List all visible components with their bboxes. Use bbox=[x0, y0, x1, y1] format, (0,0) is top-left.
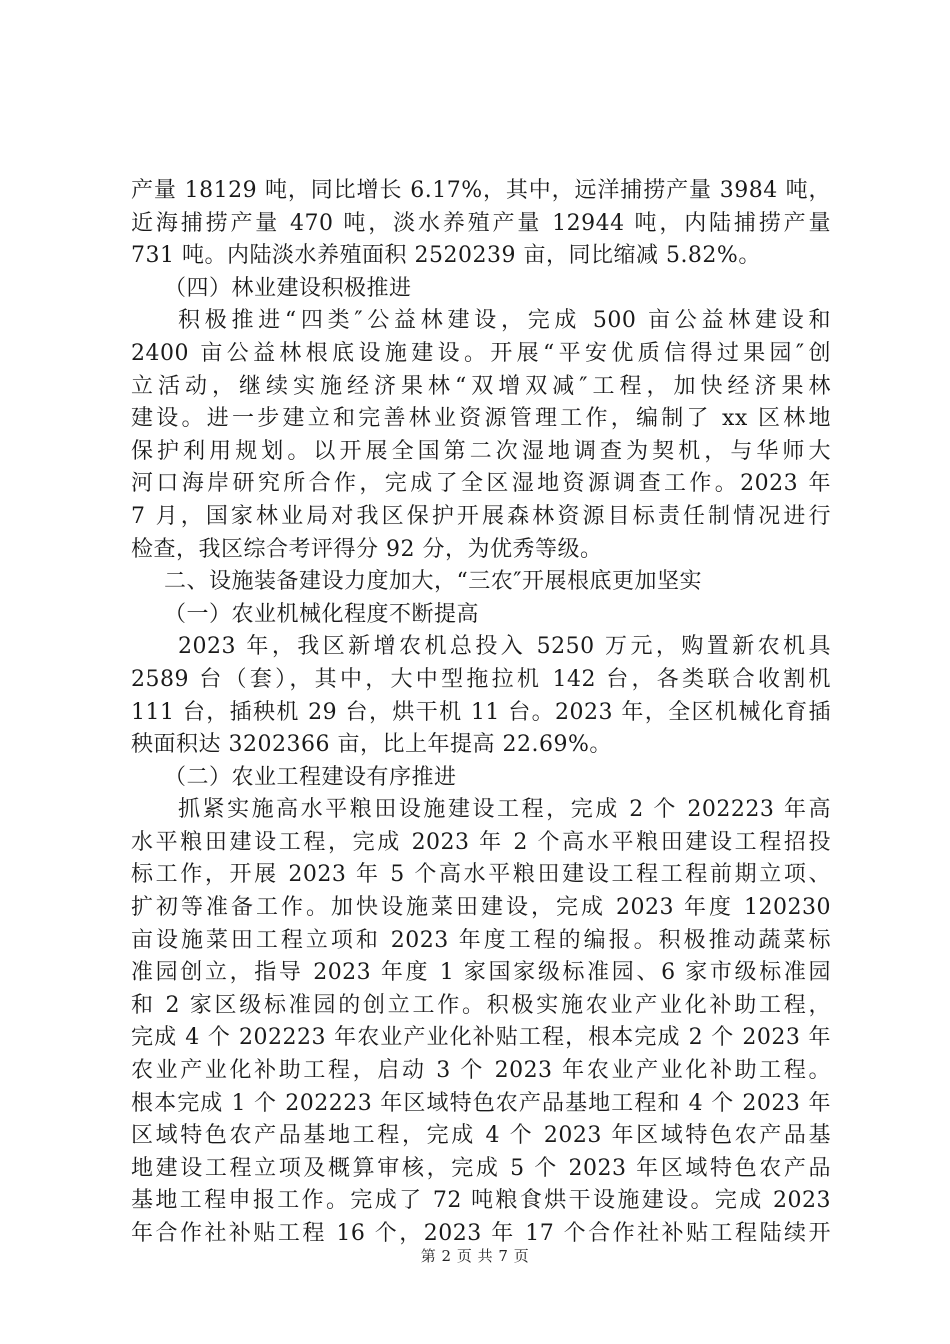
section-heading: 二、设施装备建设力度加大，“三农″开展根底更加坚实 bbox=[164, 569, 702, 595]
text-line: 产量 18129 吨，同比增长 6.17%，其中，远洋捕捞产量 3984 吨， bbox=[131, 178, 831, 203]
section-heading: （一）农业机械化程度不断提高 bbox=[164, 601, 480, 627]
text-line: 水平粮田建设工程，完成 2023 年 2 个高水平粮田建设工程招投 bbox=[131, 829, 831, 855]
section-heading: （二）农业工程建设有序推进 bbox=[164, 764, 457, 790]
text-line: 扩初等准备工作。加快设施菜田建设，完成 2023 年度 120230 bbox=[131, 895, 831, 921]
text-line: 秧面积达 3202366 亩，比上年提高 22.69%。 bbox=[131, 732, 612, 758]
text-line: 立活动，继续实施经济果林“双增双减″工程，加快经济果林 bbox=[131, 373, 831, 399]
page-number-footer: 第 2 页 共 7 页 bbox=[420, 1247, 530, 1265]
document-body bbox=[131, 175, 831, 1251]
paragraph-first-line: 2023 年，我区新增农机总投入 5250 万元，购置新农机具 bbox=[178, 634, 831, 660]
text-line: 区域特色农产品基地工程，完成 4 个 2023 年区域特色农产品基 bbox=[131, 1123, 831, 1149]
text-line: 准园创立，指导 2023 年度 1 家国家级标准园、6 家市级标准园 bbox=[131, 960, 831, 986]
text-line: 地建设工程立项及概算审核，完成 5 个 2023 年区域特色农产品 bbox=[131, 1155, 831, 1181]
text-line: 731 吨。内陆淡水养殖面积 2520239 亩，同比缩减 5.82%。 bbox=[131, 243, 761, 269]
section-heading: （四）林业建设积极推进 bbox=[164, 275, 412, 301]
text-line: 根本完成 1 个 202223 年区域特色农产品基地工程和 4 个 2023 年 bbox=[131, 1090, 831, 1116]
text-line: 农业产业化补助工程，启动 3 个 2023 年农业产业化补助工程。 bbox=[131, 1058, 831, 1084]
text-line: 2400 亩公益林根底设施建设。开展“平安优质信得过果园″创 bbox=[131, 340, 831, 366]
text-line: 近海捕捞产量 470 吨，淡水养殖产量 12944 吨，内陆捕捞产量 bbox=[131, 210, 831, 236]
text-line: 7 月，国家林业局对我区保护开展森林资源目标责任制情况进行 bbox=[131, 503, 831, 529]
text-line: 年合作社补贴工程 16 个，2023 年 17 个合作社补贴工程陆续开 bbox=[131, 1221, 831, 1246]
text-line: 检查，我区综合考评得分 92 分，为优秀等级。 bbox=[131, 536, 603, 562]
text-line: 保护利用规划。以开展全国第二次湿地调查为契机，与华师大 bbox=[131, 438, 831, 464]
text-line: 基地工程申报工作。完成了 72 吨粮食烘干设施建设。完成 2023 bbox=[131, 1188, 831, 1214]
text-line: 亩设施菜田工程立项和 2023 年度工程的编报。积极推动蔬菜标 bbox=[131, 927, 831, 953]
text-line: 完成 4 个 202223 年农业产业化补贴工程，根本完成 2 个 2023 年 bbox=[131, 1025, 831, 1051]
text-line: 标工作，开展 2023 年 5 个高水平粮田建设工程工程前期立项、 bbox=[131, 862, 831, 888]
text-line: 和 2 家区级标准园的创立工作。积极实施农业产业化补助工程， bbox=[131, 992, 831, 1018]
text-line: 111 台，插秧机 29 台，烘干机 11 台。2023 年，全区机械化育插 bbox=[131, 699, 831, 725]
text-line: 河口海岸研究所合作，完成了全区湿地资源调查工作。2023 年 bbox=[131, 471, 831, 497]
text-line: 建设。进一步建立和完善林业资源管理工作，编制了 xx 区林地 bbox=[131, 406, 831, 432]
paragraph-first-line: 积极推进“四类″公益林建设，完成 500 亩公益林建设和 bbox=[178, 308, 831, 334]
text-line: 2589 台（套），其中，大中型拖拉机 142 台，各类联合收割机 bbox=[131, 666, 831, 692]
paragraph-first-line: 抓紧实施高水平粮田设施建设工程，完成 2 个 202223 年高 bbox=[178, 797, 831, 823]
